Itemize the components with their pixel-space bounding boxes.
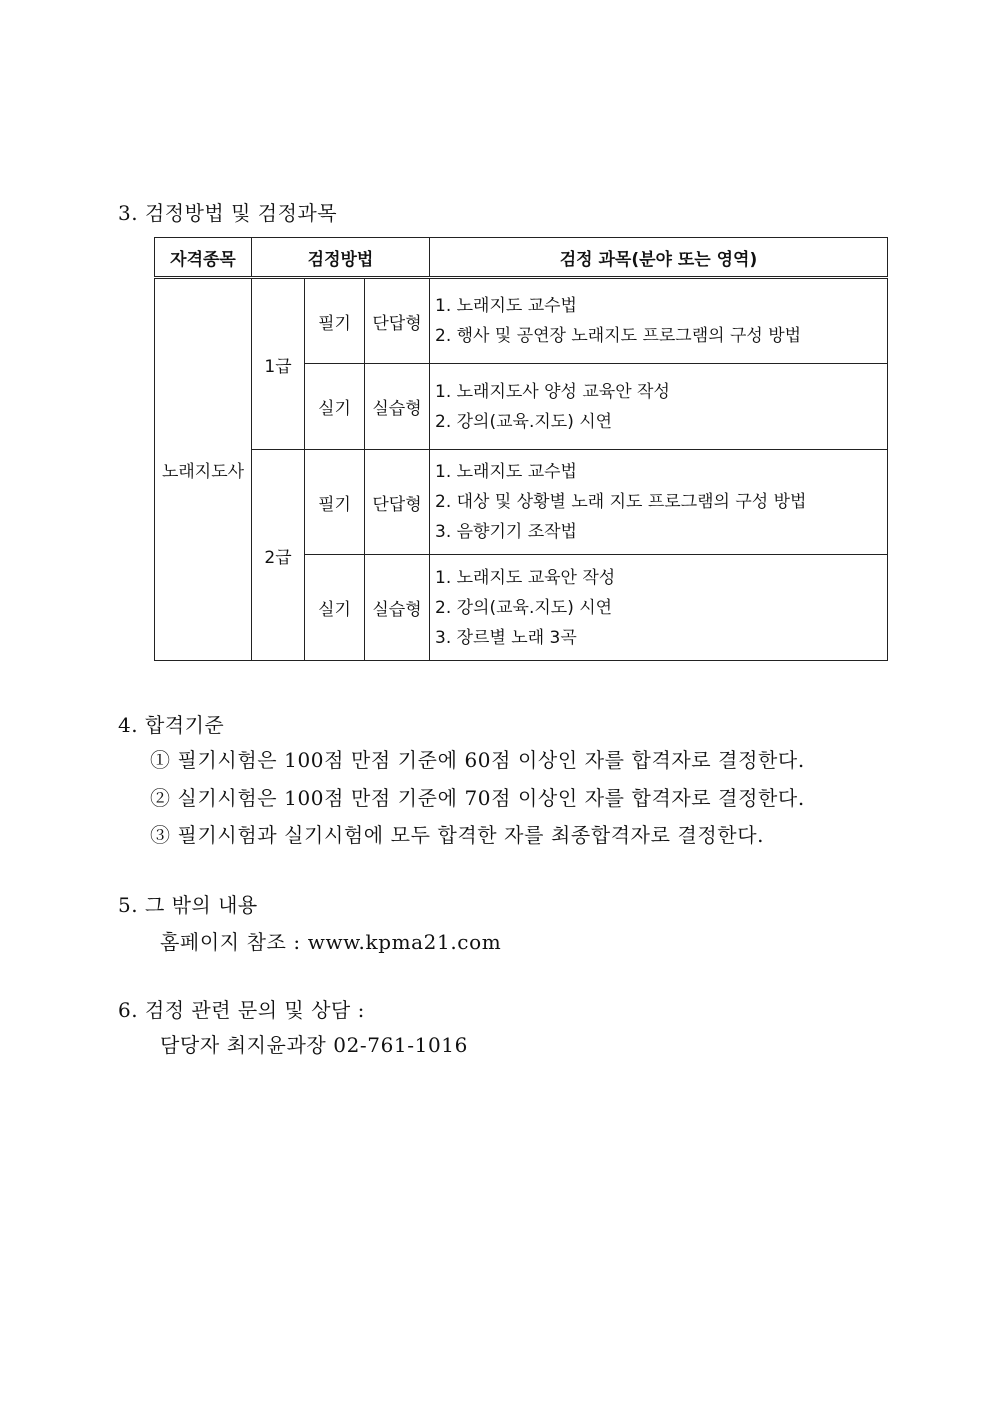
exam-method-table [154, 237, 888, 661]
header-method: 검정방법 [252, 238, 430, 278]
subjects-cell [430, 450, 888, 555]
section-3-heading: 3. 검정방법 및 검정과목 [118, 201, 338, 225]
section-4-heading: 4. 합격기준 [118, 713, 225, 737]
subject-item: 1. 노래지도 교육안 작성 [435, 567, 616, 588]
exam-cell: 실기 [305, 555, 365, 661]
grade-cell: 2급 [252, 450, 305, 661]
subjects-cell [430, 555, 888, 661]
subject-item: 1. 노래지도 교수법 [435, 296, 577, 316]
subject-item: 1. 노래지도 교수법 [435, 462, 577, 482]
subjects-cell [430, 278, 888, 364]
grade-cell: 1급 [252, 278, 305, 450]
exam-cell: 실기 [305, 364, 365, 450]
table-row [155, 278, 888, 364]
type-cell: 단답형 [365, 278, 430, 364]
table-header-row [155, 238, 888, 278]
subject-item: 2. 강의(교육.지도) 시연 [435, 411, 613, 432]
qualification-cell: 노래지도사 [155, 278, 252, 661]
header-qualification: 자격종목 [155, 238, 252, 278]
section-5-heading: 5. 그 밖의 내용 [118, 893, 258, 917]
subject-item: 3. 장르별 노래 3곡 [435, 627, 577, 648]
subjects-cell [430, 364, 888, 450]
criteria-item-1: ① 필기시험은 100점 만점 기준에 60점 이상인 자를 합격자로 결정한다. [150, 748, 805, 772]
criteria-item-2: ② 실기시험은 100점 만점 기준에 70점 이상인 자를 합격자로 결정한다. [150, 786, 805, 810]
homepage-line: 홈페이지 참조 : www.kpma21.com [160, 930, 502, 954]
subject-item: 1. 노래지도사 양성 교육안 작성 [435, 381, 670, 402]
subject-item: 2. 강의(교육.지도) 시연 [435, 597, 613, 618]
exam-cell: 필기 [305, 278, 365, 364]
type-cell: 실습형 [365, 555, 430, 661]
subject-item: 2. 행사 및 공연장 노래지도 프로그램의 구성 방법 [435, 326, 802, 346]
criteria-item-3: ③ 필기시험과 실기시험에 모두 합격한 자를 최종합격자로 결정한다. [150, 823, 765, 847]
section-6-heading: 6. 검정 관련 문의 및 상담 : [118, 998, 365, 1022]
contact-line: 담당자 최지윤과장 02-761-1016 [160, 1033, 468, 1057]
type-cell: 실습형 [365, 364, 430, 450]
subject-item: 2. 대상 및 상황별 노래 지도 프로그램의 구성 방법 [435, 492, 807, 512]
header-subjects: 검정 과목(분야 또는 영역) [430, 238, 888, 278]
type-cell: 단답형 [365, 450, 430, 555]
exam-cell: 필기 [305, 450, 365, 555]
table-row [155, 450, 888, 555]
subject-item: 3. 음향기기 조작법 [435, 522, 577, 542]
